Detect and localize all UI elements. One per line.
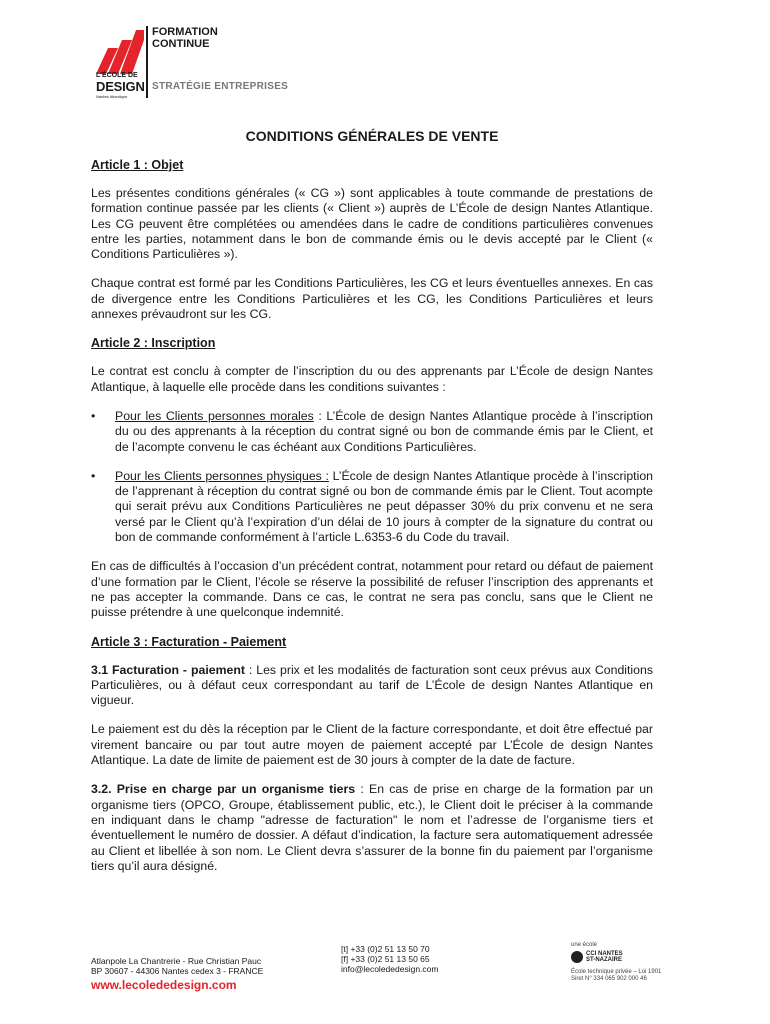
address-line-1: Atlanpole La Chantrerie - Rue Christian Pauc (91, 956, 262, 966)
article-1-paragraph-2: Chaque contrat est formé par les Conditions Particulières, les CG et leurs éventuelles annexes. En cas de divergence entre les Conditions Particulières et les CG, les Conditions Particulières et leurs annexes prévaudront sur les CG. (91, 276, 653, 322)
article-2-paragraph-1: Le contrat est conclu à compter de l’inscription du ou des apprenants par L’École de design Nantes Atlantique, à laquelle elle procède dans les conditions suivantes : (91, 364, 653, 394)
header-divider (146, 26, 148, 98)
cci-caption: une école (571, 942, 598, 948)
bullet-icon: • (91, 408, 96, 423)
fax-number: [f] +33 (0)2 51 13 50 65 (341, 954, 430, 964)
website-link[interactable]: www.lecolededesign.com (91, 978, 237, 992)
logo-line-1: L'ÉCOLE DE (96, 72, 138, 79)
email-link[interactable]: info@lecolededesign.com (341, 964, 439, 974)
article-3-1-lead: 3.1 Facturation - paiement (91, 662, 245, 677)
legal-line-1: École technique privée – Loi 1901 (571, 969, 662, 975)
article-3-2-lead: 3.2. Prise en charge par un organisme tiers (91, 782, 356, 797)
article-2-bullet-2 (91, 469, 653, 545)
brand-title (152, 26, 218, 50)
bullet-2-text: L’École de design Nantes Atlantique procède à l’inscription de l’apprenant à réception du contrat signé ou bon de commande émis par le Client. Tout acompte qui serait prévu aux Conditions Particulières ne peut dépasser 30% du prix convenu et ne sera versé par le Client qu’à l’expiration d’un délai de 10 jours à compter de la signature du contrat ou bon de commande conformément à l’article L.6353-6 du Code du travail. (115, 468, 653, 545)
cci-name-2: ST-NAZAIRE (586, 957, 622, 963)
footer (91, 942, 671, 1002)
cci-name-1: CCI NANTES (586, 951, 623, 957)
article-3-2-text: : En cas de prise en charge de la formation par un organisme tiers (OPCO, Groupe, établissement public, etc.), le Client doit le préciser à la commande en indiquant dans le champ "adresse de facturation" le nom et l’adresse de l’organisme tiers et éventuellement le numéro de dossier. A défaut d’indication, la facture sera automatiquement adressée au Client et libellée à son nom. Le Client devra s’assurer de la bonne fin du paiement par l’organisme tiers qu’il aura désigné. (91, 782, 653, 873)
phone-number: [t] +33 (0)2 51 13 50 70 (341, 944, 430, 954)
brand-subtitle: STRATÉGIE ENTREPRISES (152, 81, 289, 92)
bullet-1-text: : L’École de design Nantes Atlantique procède à l’inscription du ou des apprenants à la réception du contrat signé ou bon de commande émis par le Client, et de l’acompte convenu le cas échéant aux Conditions Particulières. (115, 408, 653, 454)
bullet-2-lead: Pour les Clients personnes physiques : (115, 468, 329, 483)
legal-line-2: Siret N° 334 065 902 000 46 (571, 976, 647, 982)
article-3-paragraph-2: Le paiement est du dès la réception par le Client de la facture correspondante, et doit être effectué par virement bancaire ou par tout autre moyen de paiement accepté par L’École de design Nantes Atlantique. La date de limite de paiement est de 30 jours à compter de la date de facture. (91, 722, 653, 768)
article-3-1-text: : Les prix et les modalités de facturation sont ceux prévus aux Conditions Particulières, ou à défaut ceux correspondant au tarif de L’École de design Nantes Atlantique en vigueur. (91, 662, 653, 708)
brand-title-line-2: CONTINUE (152, 38, 210, 50)
article-2-heading: Article 2 : Inscription (91, 336, 216, 351)
brand-title-line-1: FORMATION (152, 26, 218, 38)
cci-logo-icon (571, 951, 583, 963)
cci-logo (571, 951, 661, 963)
cci-block (571, 942, 661, 983)
footer-contact (341, 944, 438, 974)
footer-address (91, 956, 263, 976)
bullet-1-lead: Pour les Clients personnes morales (115, 408, 314, 423)
document-title: CONDITIONS GÉNÉRALES DE VENTE (245, 128, 499, 144)
article-1-paragraph-1: Les présentes conditions générales (« CG ») sont applicables à toute commande de prestations de formation continue passée par les clients (« Client ») auprès de L’École de design Nantes Atlantique. Les CG peuvent être complétées ou amendées dans le cadre de conditions particulières convenues entre les parties, notamment dans le bon de commande émis ou le devis accepté par le Client (« Conditions Particulières »). (91, 186, 653, 262)
document-body (91, 128, 653, 888)
logo-line-3: Nantes Atlantique (96, 94, 128, 99)
bullet-icon: • (91, 468, 96, 483)
article-2-paragraph-2: En cas de difficultés à l’occasion d’un précédent contrat, notamment pour retard ou défaut de paiement d’une formation par le Client, l’école se réserve la possibilité de refuser l’inscription des apprenants et ne pas accepter la commande. Dans ce cas, le contrat ne sera pas conclu, sans que le Client ne puisse prétendre à une quelconque indemnité. (91, 559, 653, 620)
article-2-bullet-1 (91, 409, 653, 455)
article-1-heading: Article 1 : Objet (91, 158, 184, 172)
header (96, 26, 356, 102)
logo-line-2: DESIGN (96, 79, 145, 94)
school-logo-text (96, 72, 145, 101)
article-3-1-paragraph (91, 663, 653, 709)
article-3-2-paragraph (91, 782, 653, 874)
article-3-heading: Article 3 : Facturation - Paiement (91, 634, 287, 649)
address-line-2: BP 30607 - 44306 Nantes cedex 3 - FRANCE (91, 966, 264, 976)
school-logo-icon (96, 26, 144, 74)
